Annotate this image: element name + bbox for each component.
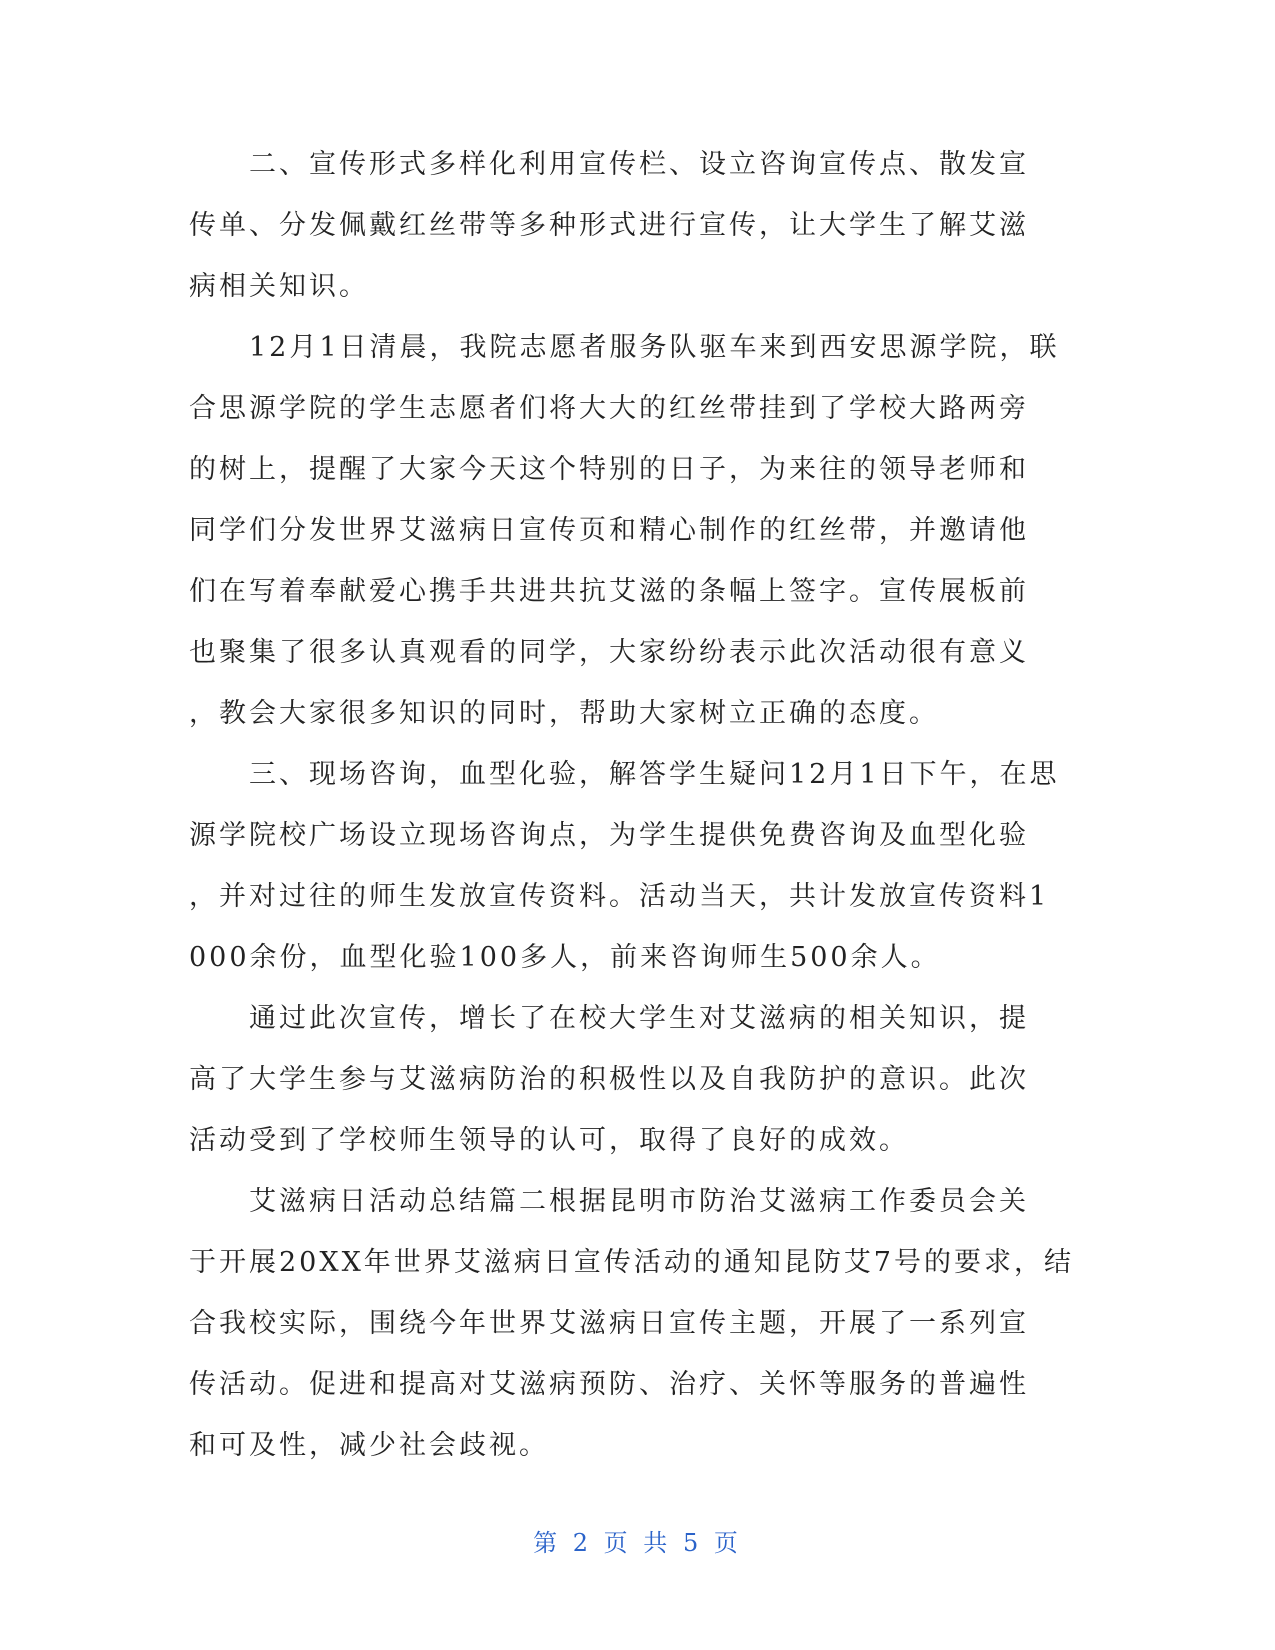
text-line: 同学们分发世界艾滋病日宣传页和精心制作的红丝带，并邀请他 [189, 515, 1029, 546]
text-line: 三、现场咨询，血型化验，解答学生疑问12月1日下午，在思 [189, 759, 1060, 790]
paragraph [189, 139, 1069, 322]
page-number-footer: 第 2 页 共 5 页 [533, 1529, 742, 1557]
text-line: 传单、分发佩戴红丝带等多种形式进行宣传，让大学生了解艾滋 [189, 210, 1029, 241]
text-line: 源学院校广场设立现场咨询点，为学生提供免费咨询及血型化验 [189, 820, 1029, 851]
text-line: 们在写着奉献爱心携手共进共抗艾滋的条幅上签字。宣传展板前 [189, 576, 1029, 607]
text-line: 于开展20XX年世界艾滋病日宣传活动的通知昆防艾7号的要求，结 [189, 1247, 1074, 1278]
paragraph [189, 1176, 1074, 1481]
text-line: 活动受到了学校师生领导的认可，取得了良好的成效。 [189, 1125, 909, 1156]
paragraph [189, 322, 1069, 749]
document-body [189, 139, 1074, 1481]
text-line: 000余份，血型化验100多人，前来咨询师生500余人。 [189, 942, 941, 973]
text-line: 的树上，提醒了大家今天这个特别的日子，为来往的领导老师和 [189, 454, 1029, 485]
text-line: 也聚集了很多认真观看的同学，大家纷纷表示此次活动很有意义 [189, 637, 1029, 668]
text-line: ，并对过往的师生发放宣传资料。活动当天，共计发放宣传资料1 [189, 881, 1050, 912]
text-line: 传活动。促进和提高对艾滋病预防、治疗、关怀等服务的普遍性 [189, 1369, 1029, 1400]
text-line: 通过此次宣传，增长了在校大学生对艾滋病的相关知识，提 [189, 1003, 1029, 1034]
paragraph [189, 993, 1069, 1176]
paragraph [189, 749, 1069, 993]
text-line: 和可及性，减少社会歧视。 [189, 1430, 549, 1461]
text-line: 12月1日清晨，我院志愿者服务队驱车来到西安思源学院，联 [189, 332, 1060, 363]
text-line: 艾滋病日活动总结篇二根据昆明市防治艾滋病工作委员会关 [189, 1186, 1029, 1217]
text-line: 病相关知识。 [189, 271, 369, 302]
text-line: ，教会大家很多知识的同时，帮助大家树立正确的态度。 [189, 698, 939, 729]
text-line: 合我校实际，围绕今年世界艾滋病日宣传主题，开展了一系列宣 [189, 1308, 1029, 1339]
text-line: 二、宣传形式多样化利用宣传栏、设立咨询宣传点、散发宣 [189, 149, 1029, 180]
text-line: 高了大学生参与艾滋病防治的积极性以及自我防护的意识。此次 [189, 1064, 1029, 1095]
text-line: 合思源学院的学生志愿者们将大大的红丝带挂到了学校大路两旁 [189, 393, 1029, 424]
